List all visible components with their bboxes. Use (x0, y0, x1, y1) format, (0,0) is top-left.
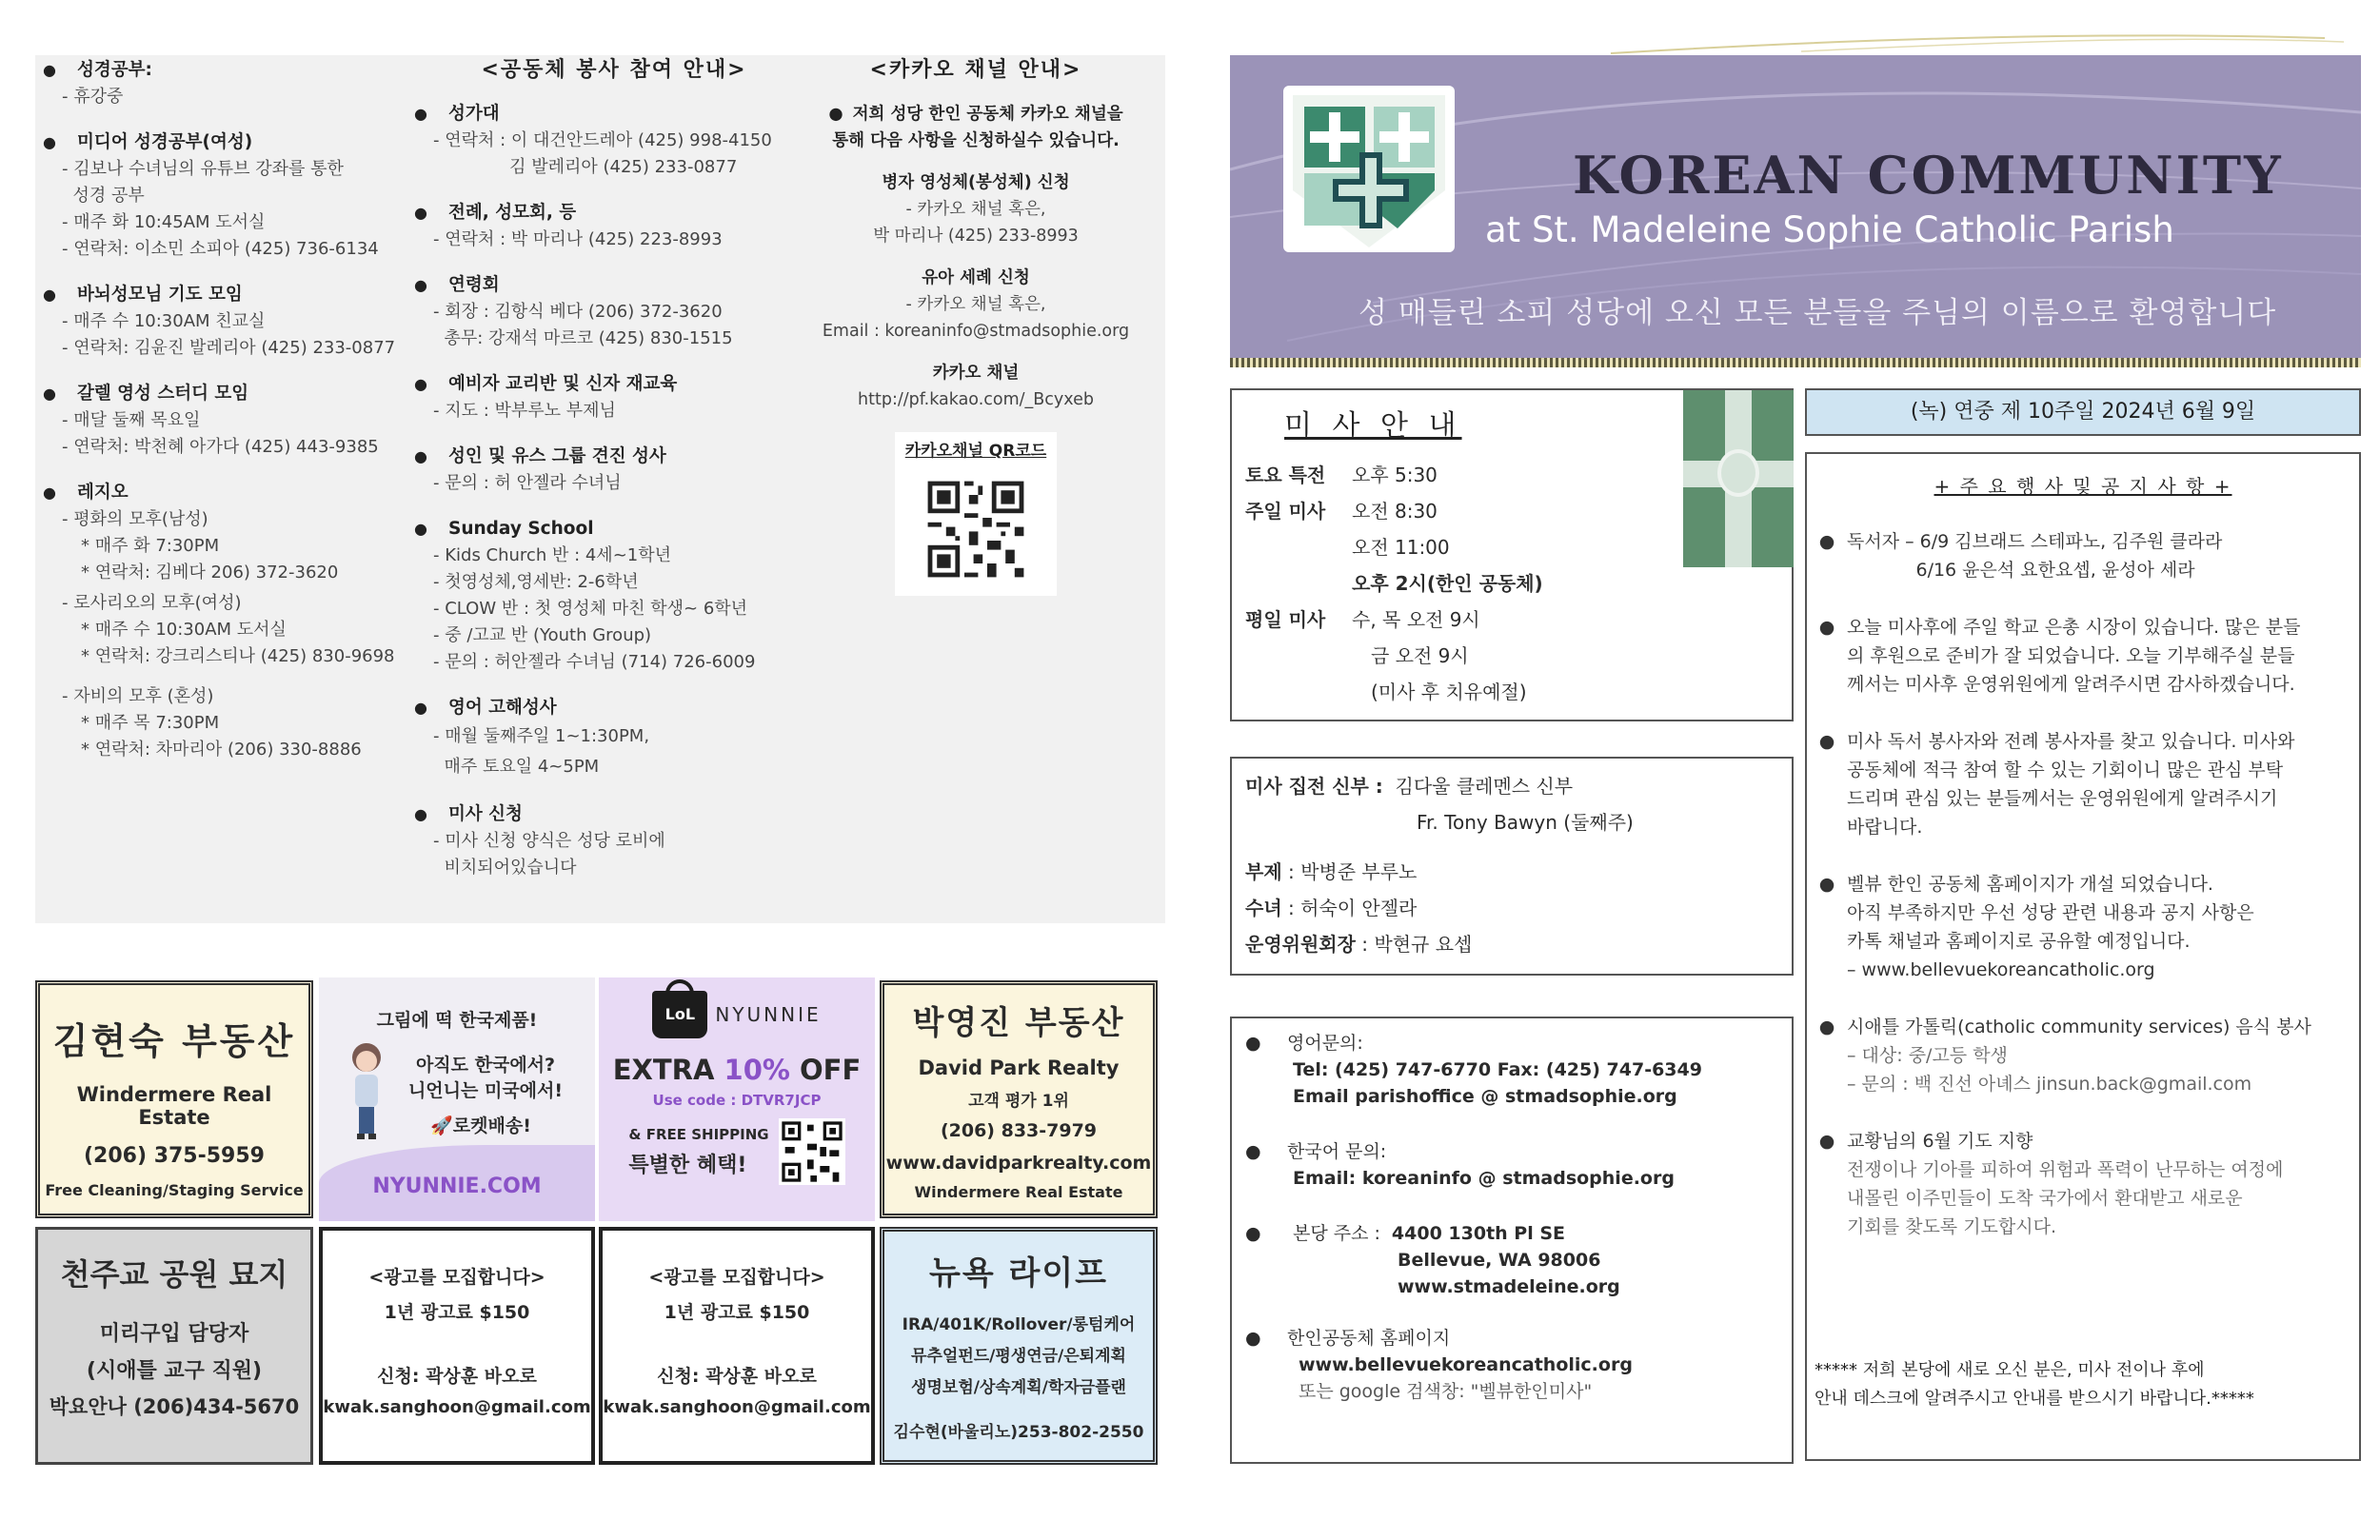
contact-kor-email[interactable]: Email: koreaninfo @ stmadsophie.org (1293, 1168, 1675, 1189)
ad-recruit-title: <광고를 모집합니다> (648, 1267, 825, 1288)
banner-strip (1230, 358, 2361, 367)
study-line: - 연락처: 이소민 소피아 (425) 736-6134 (62, 239, 379, 259)
study-title: 레지오 (77, 483, 129, 503)
kakao-qr-label: 카카오채널 QR코드 (904, 442, 1047, 461)
legio-group: - 자비의 모후 (혼성) (62, 686, 214, 706)
ad-nyunnie-line: 🚀로켓배송! (430, 1116, 531, 1136)
service-item-title: 미사 신청 (448, 804, 523, 824)
ad-recruit-apply: 신청: 곽상훈 바오로 (377, 1366, 537, 1387)
study-line: - 휴강중 (62, 87, 124, 107)
contact-addr-3[interactable]: www.stmadeleine.org (1398, 1276, 1620, 1297)
ad-recruit-email[interactable]: kwak.sanghoon@gmail.com (323, 1397, 591, 1417)
contact-home-url[interactable]: www.bellevuekoreancatholic.org (1299, 1354, 1633, 1375)
ad-kim-name: 김현숙 부동산 (52, 1020, 296, 1062)
mass-time: 오전 8:30 (1352, 500, 1438, 523)
study-title: 미디어 성경공부(여성) (77, 132, 253, 152)
notice-line: 아직 부족하지만 우선 성당 관련 내용과 공지 사항은 (1847, 902, 2254, 923)
legio-line: * 연락처: 김베다 206) 372-3620 (81, 563, 339, 582)
ad-park-rating: 고객 평가 1위 (968, 1092, 1069, 1111)
service-line: 비치되어있습니다 (433, 858, 577, 878)
priest-name: 김다울 클레멘스 신부 (1395, 775, 1574, 798)
contact-addr-1: 4400 130th Pl SE (1391, 1223, 1566, 1244)
ad-recruit-fee: 1년 광고료 $150 (384, 1302, 530, 1323)
ad-kim-service: Free Cleaning/Staging Service (45, 1181, 304, 1199)
ad-recruit-apply: 신청: 곽상훈 바오로 (657, 1366, 817, 1387)
ad-park-company: David Park Realty (918, 1056, 1120, 1079)
council-name: : 박현규 요셉 (1355, 933, 1473, 956)
legio-line: * 연락처: 강크리스티나 (425) 830-9698 (81, 646, 395, 666)
service-line: - 연락처 : 박 마리나 (425) 223-8993 (433, 229, 723, 249)
study-line: - 연락처: 박천혜 아가다 (425) 443-9385 (62, 437, 379, 457)
header-welcome: 성 매들린 소피 성당에 오신 모든 분들을 주님의 이름으로 환영합니다 (1359, 296, 2277, 330)
mass-title: 미 사 안 내 (1284, 409, 1462, 443)
kakao-channel-title: 카카오 채널 (932, 364, 1020, 383)
service-line: 김 발레리아 (425) 233-0877 (433, 157, 738, 177)
mass-time: 오전 11:00 (1352, 536, 1450, 559)
notices-title: + 주 요 행 사 및 공 지 사 항 + (1934, 475, 2232, 498)
ad-new-york-life[interactable] (880, 1227, 1158, 1465)
notice-line: 6/16 윤은석 요한요셉, 윤성아 세라 (1847, 560, 2195, 581)
kakao-column: <카카오 채널 안내> ● 저희 성당 한인 공동체 카카오 채널을 통해 다음 사항을 신청하실수 있습니다. 병자 영성체(봉성체) 신청 - 카카오 채널 혹은, 박 마리나 (425) 233-8993 유아 세례 신청 - 카카오 채널 혹은, Email : koreaninfo@stmadsophie.org 카카오 채널 http://pf.kakao.com/_Bcyxeb 카카오채널 QR코드 (809, 57, 1142, 596)
header-subtitle: at St. Madeleine Sophie Catholic Parish (1485, 209, 2174, 250)
study-line: - 김보나 수녀님의 유튜브 강좌를 통한 (62, 159, 344, 179)
notice-line: 카톡 채널과 홈페이지로 공유할 예정입니다. (1847, 931, 2191, 952)
notice-line: 교황님의 6월 기도 지향 (1847, 1131, 2033, 1152)
deacon-name: : 박병준 부루노 (1288, 860, 1418, 883)
ad-nyl-line: 생명보험/상속계획/학자금플랜 (911, 1378, 1126, 1397)
ad-recruit-fee: 1년 광고료 $150 (664, 1302, 810, 1323)
contact-addr-title: 본당 주소 : (1293, 1223, 1380, 1244)
legio-group: - 로사리오의 모후(여성) (62, 593, 242, 613)
notice-line: 내몰린 이주민들이 도착 국가에서 환대받고 새로운 (1847, 1188, 2243, 1209)
ad-recruit-2[interactable] (599, 1227, 875, 1465)
priest-name-2: Fr. Tony Bawyn (둘째주) (1417, 811, 1634, 834)
ad-cemetery-title: 천주교 공원 묘지 (60, 1256, 288, 1293)
kakao-qr-code[interactable] (919, 472, 1033, 586)
notice-line: 공동체에 적극 참여 할 수 있는 기회이니 많은 관심 부탁 (1847, 760, 2284, 780)
ad-nyunnie-korean[interactable] (319, 977, 595, 1221)
notice-link[interactable]: – www.bellevuekoreancatholic.org (1847, 959, 2155, 980)
notice-line: 드리며 관심 있는 분들께서는 운영위원에게 알려주시기 (1847, 788, 2278, 809)
legio-line: * 매주 화 7:30PM (81, 536, 220, 556)
ad-nyl-line: IRA/401K/Rollover/롱텀케어 (902, 1315, 1136, 1334)
clergy-box (1230, 757, 1794, 976)
notice-line: 께서는 미사후 운영위원에게 알려주시면 감사하겠습니다. (1847, 674, 2295, 695)
church-logo (1283, 86, 1455, 252)
mass-time: 오후 5:30 (1352, 464, 1438, 486)
legio-group: - 평화의 모후(남성) (62, 509, 208, 529)
study-line: - 매주 화 10:45AM 도서실 (62, 212, 266, 232)
legio-line: * 연락처: 차마리아 (206) 330-8886 (81, 740, 362, 760)
ad-kim-phone: (206) 375-5959 (84, 1144, 265, 1168)
study-line: 성경 공부 (62, 186, 145, 206)
ad-nyunnie-benefit: 특별한 혜택! (628, 1153, 747, 1177)
study-title: 성경공부: (77, 60, 152, 80)
contact-home-title: 한인공동체 홈페이지 (1287, 1328, 1451, 1349)
service-item-title: 성가대 (448, 104, 500, 124)
service-title: <공동체 봉사 참여 안내> (481, 58, 747, 82)
kakao-sick-title: 병자 영성체(봉성체) 신청 (882, 173, 1070, 192)
ad-cemetery-line: 미리구입 담당자 (99, 1322, 249, 1346)
ad-nyunnie-site[interactable]: NYUNNIE.COM (372, 1175, 542, 1198)
kakao-intro: 저희 성당 한인 공동체 카카오 채널을 (852, 105, 1123, 124)
ad-park-phone: (206) 833-7979 (940, 1120, 1098, 1141)
contact-eng-email[interactable]: Email parishoffice @ stmadsophie.org (1293, 1086, 1677, 1107)
priest-label: 미사 집전 신부 : (1245, 775, 1383, 798)
service-line: - 첫영성체,영세반: 2-6학년 (433, 572, 639, 592)
ad-nyl-line: 뮤추얼펀드/평생연금/은퇴계획 (911, 1347, 1126, 1366)
notice-line: 미사 독서 봉사자와 전례 봉사자를 찾고 있습니다. 미사와 (1847, 731, 2295, 752)
service-item-title: 연령회 (448, 275, 500, 295)
service-item-title: 전례, 성모회, 등 (448, 203, 577, 223)
ad-nyl-title: 뉴욕 라이프 (928, 1254, 1109, 1293)
notices-box: + 주 요 행 사 및 공 지 사 항 + ● 독서자 – 6/9 김브래드 스테파노, 김주원 클라라 6/16 윤은석 요한요셉, 윤성아 세라 ● 오늘 미사후에 주일 학교 은총 시장이 있습니다. 많은 분들 의 후원으로 준비가 잘 되었습니다. 오늘 기부해주실 분들 께서는 미사후 운영위원에게 알려주시면 감사하겠습니다. ● 미사 독서 봉사자와 전례 봉사자를 찾고 있습니다. 미사와 공동체에 적극 참여 할 수 있는 기회이니 많은 관심 부탁 드리며 관심 있는 분들께서는 운영위원에게 알려주시기 바랍니다. ● 벨뷰 한인 공동체 홈페이지가 개설 되었습니다. 아직 부족하지만 우선 성당 관련 내용과 공지 사항은 카톡 채널과 홈페이지로 공유할 예정입니다. – www.bellevuekoreancatholic.org ● 시애틀 가톨릭(catholic community services) 음식 봉사 – 대상: 중/고등 학생 – 문의 : 백 진선 아녜스 jinsun.back@gmail.com ● 교황님의 6월 기도 지향 전쟁이나 기아를 피하여 위험과 폭력이 난무하는 여정에 내몰린 이주민들이 도착 국가에서 환대받고 새로운 기회를 찾도록 기도합시다. ***** 저희 본당에 새로 오신 분은, 미사 전이나 후에 안내 데스크에 알려주시고 안내를 받으시기 바랍니다.***** (1805, 452, 2361, 1461)
ad-nyunnie-line: 그림에 떡 한국제품! (376, 1010, 538, 1031)
kakao-sick-line: 박 마리나 (425) 233-8993 (873, 227, 1079, 246)
week-badge: (녹) 연중 제 10주일 2024년 6월 9일 (1805, 388, 2361, 436)
ad-nyunnie-code: Use code : DTVR7JCP (652, 1092, 822, 1109)
ad-nyunnie-brand: NYUNNIE (715, 1003, 822, 1026)
service-line: - Kids Church 반 : 4세~1학년 (433, 545, 672, 565)
ad-recruit-title: <광고를 모집합니다> (368, 1267, 545, 1288)
service-item-title: 성인 및 유스 그룹 견진 성사 (448, 446, 666, 466)
notice-line: 의 후원으로 준비가 잘 되었습니다. 오늘 기부해주실 분들 (1847, 645, 2295, 666)
notice-line: 독서자 – 6/9 김브래드 스테파노, 김주원 클라라 (1847, 531, 2223, 552)
service-item-title: 영어 고해성사 (448, 698, 557, 718)
contact-kor-title: 한국어 문의: (1287, 1141, 1387, 1162)
kakao-baptism-line: - 카카오 채널 혹은, (905, 295, 1046, 314)
study-column: ● 성경공부: - 휴강중 ● 미디어 성경공부(여성) - 김보나 수녀님의 유튜브 강좌를 통한 성경 공부 - 매주 화 10:45AM 도서실 - 연락처: 이소민 소피아 (425) 736-6134 ● 바뇌성모님 기도 모임 - 매주 수 10:30AM 친교실 - 연락처: 김윤진 발레리아 (425) 233-0877 ● 갈렐 영성 스터디 모임 - 매달 둘째 목요일 - 연락처: 박천혜 아가다 (425) 443-9385 ● 레지오 - 평화의 모후(남성) * 매주 화 7:30PM * 연락처: 김베다 206) 372-3620 - 로사리오의 모후(여성) * 매주 수 10:30AM 도서실 * 연락처: 강크리스티나 (425) 830-9698 - 자비의 모후 (혼성) * 매주 목 7:30PM * 연락처: 차마리아 (206) 330-8886 (43, 57, 414, 788)
kakao-title: <카카오 채널 안내> (869, 58, 1082, 82)
ad-cemetery[interactable] (35, 1227, 313, 1465)
service-item-title: 예비자 교리반 및 신자 재교육 (448, 374, 678, 394)
study-title: 갈렐 영성 스터디 모임 (77, 384, 249, 404)
study-title: 바뇌성모님 기도 모임 (77, 285, 243, 305)
service-line: - 회장 : 김항식 베다 (206) 372-3620 (433, 302, 723, 322)
ad-nyunnie-line: 니언니는 미국에서! (407, 1080, 564, 1101)
girl-figure-icon (338, 1038, 395, 1143)
kakao-baptism-title: 유아 세례 신청 (922, 268, 1030, 287)
ad-kim-company: Windermere Real Estate (76, 1083, 272, 1129)
notice-line: 시애틀 가톨릭(catholic community services) 음식 봉사 (1847, 1017, 2311, 1037)
ad-recruit-1[interactable] (319, 1227, 595, 1465)
legio-line: * 매주 수 10:30AM 도서실 (81, 620, 287, 640)
ad-park-realty[interactable] (880, 980, 1158, 1218)
mass-label: 평일 미사 (1245, 608, 1326, 631)
ad-nyunnie-ship: & FREE SHIPPING (628, 1125, 769, 1143)
ad-kim-realty[interactable] (35, 980, 313, 1218)
mass-time: 수, 목 오전 9시 (1352, 608, 1480, 631)
service-line: - 중 /고교 반 (Youth Group) (433, 625, 652, 645)
ad-recruit-email[interactable]: kwak.sanghoon@gmail.com (603, 1397, 871, 1417)
study-line: - 매주 수 10:30AM 친교실 (62, 311, 266, 331)
contact-box: ● 영어문의: Tel: (425) 747-6770 Fax: (425) 747-6349 Email parishoffice @ stmadsophie.org ● 한국어 문의: Email: koreaninfo @ stmadsophie.org ● 본당 주소 : 4400 130th Pl SE Bellevue, WA 98006 www.stmadeleine.org ● 한인공동체 홈페이지 www.bellevuekoreancatholic.org 또는 google 검색창: "벨뷰한인미사" (1230, 1017, 1794, 1464)
notice-line: 전쟁이나 기아를 피하여 위험과 폭력이 난무하는 여정에 (1847, 1159, 2284, 1180)
service-line: - 연락처 : 이 대건안드레아 (425) 998-4150 (433, 130, 772, 150)
mass-label: 토요 특전 (1245, 464, 1326, 486)
ad-nyunnie-discount[interactable] (599, 977, 875, 1221)
sister-name: : 허숙이 안젤라 (1288, 897, 1418, 919)
notices-footer: 안내 데스크에 알려주시고 안내를 받으시기 바랍니다.***** (1815, 1389, 2254, 1409)
mass-time: 금 오전 9시 (1371, 644, 1469, 667)
service-line: - 미사 신청 양식은 성당 로비에 (433, 831, 665, 851)
service-item-title: Sunday School (448, 519, 594, 539)
header-title: KOREAN COMMUNITY (1573, 145, 2284, 206)
notice-line: 벨뷰 한인 공동체 홈페이지가 개설 되었습니다. (1847, 874, 2213, 895)
ad-nyunnie-offer: EXTRA 10% OFF (612, 1054, 862, 1086)
contact-eng-title: 영어문의: (1287, 1033, 1363, 1054)
mass-time: 오후 2시(한인 공동체) (1352, 572, 1543, 595)
mass-schedule-box (1230, 388, 1794, 721)
legio-line: * 매주 목 7:30PM (81, 713, 220, 733)
ad-nyunnie-line: 아직도 한국에서? (415, 1055, 556, 1076)
gift-ribbon-icon (1683, 390, 1794, 567)
service-line: - 문의 : 허안젤라 수녀님 (714) 726-6009 (433, 652, 756, 672)
kakao-baptism-line: Email : koreaninfo@stmadsophie.org (822, 322, 1130, 341)
contact-home-search: 또는 google 검색창: "벨뷰한인미사" (1299, 1381, 1593, 1402)
contact-eng-tel: Tel: (425) 747-6770 Fax: (425) 747-6349 (1293, 1059, 1702, 1080)
deacon-label: 부제 (1245, 860, 1282, 883)
sister-label: 수녀 (1245, 897, 1282, 919)
nyunnie-qr-code[interactable] (779, 1118, 845, 1185)
study-line: - 연락처: 김윤진 발레리아 (425) 233-0877 (62, 338, 396, 358)
ad-park-firm: Windermere Real Estate (914, 1183, 1123, 1201)
service-line: 총무: 강재석 마르코 (425) 830-1515 (433, 328, 733, 348)
notice-line: – 대상: 중/고등 학생 (1847, 1045, 2008, 1066)
ad-park-site[interactable]: www.davidparkrealty.com (885, 1153, 1152, 1174)
ad-nyl-line: 김수현(바울리노)253-802-2550 (893, 1423, 1144, 1442)
ad-park-name: 박영진 부동산 (912, 1004, 1125, 1042)
shopping-bag-icon: LoL (652, 991, 707, 1038)
header-banner (1230, 55, 2361, 358)
ad-cemetery-line: (시애틀 교구 직원) (86, 1359, 263, 1383)
ad-cemetery-line: 박요안나 (206)434-5670 (49, 1395, 300, 1418)
service-line: - 매월 둘째주일 1~1:30PM, (433, 726, 650, 746)
notice-line: 기회를 찾도록 기도합시다. (1847, 1216, 2057, 1237)
contact-addr-2: Bellevue, WA 98006 (1398, 1250, 1601, 1271)
notices-footer: ***** 저희 본당에 새로 오신 분은, 미사 전이나 후에 (1815, 1360, 2205, 1380)
council-label: 운영위원회장 (1245, 933, 1356, 956)
kakao-sick-line: - 카카오 채널 혹은, (905, 200, 1046, 219)
notice-line: 바랍니다. (1847, 817, 1923, 838)
kakao-intro: 통해 다음 사항을 신청하실수 있습니다. (832, 131, 1120, 150)
service-line: 매주 토요일 4~5PM (433, 757, 600, 777)
notice-line: 오늘 미사후에 주일 학교 은총 시장이 있습니다. 많은 분들 (1847, 617, 2301, 638)
study-line: - 매달 둘째 목요일 (62, 410, 201, 430)
service-line: - 지도 : 박부루노 부제님 (433, 401, 616, 421)
notice-line: – 문의 : 백 진선 아녜스 jinsun.back@gmail.com (1847, 1074, 2252, 1095)
kakao-channel-link[interactable]: http://pf.kakao.com/_Bcyxeb (858, 390, 1094, 409)
service-column: <공동체 봉사 참여 안내> ● 성가대 - 연락처 : 이 대건안드레아 (425) 998-4150 김 발레리아 (425) 233-0877 ● 전례, 성모회, 등 - 연락처 : 박 마리나 (425) 223-8993 ● 연령회 - 회장 : 김항식 베다 (206) 372-3620 총무: 강재석 마르코 (425) 830-1515 ● 예비자 교리반 및 신자 재교육 - 지도 : 박부루노 부제님 ● 성인 및 유스 그룹 견진 성사 - 문의 : 허 안젤라 수녀님 ● Sunday School - Kids Church 반 : 4세~1학년 - 첫영성체,영세반: 2-6학년 - CLOW 반 : 첫 영성체 마친 학생~ 6학년 - 중 /고교 반 (Youth Group) - 문의 : 허안젤라 수녀님 (714) 726-6009 ● 영어 고해성사 - 매월 둘째주일 1~1:30PM, 매주 토요일 4~5PM ● 미사 신청 - 미사 신청 양식은 성당 로비에 비치되어있습니다 (414, 57, 814, 906)
mass-label: 주일 미사 (1245, 500, 1326, 523)
service-line: - CLOW 반 : 첫 영성체 마친 학생~ 6학년 (433, 599, 748, 619)
mass-time: (미사 후 치유예절) (1371, 681, 1527, 703)
service-line: - 문의 : 허 안젤라 수녀님 (433, 473, 622, 493)
header-deco-lines (1230, 27, 2361, 55)
